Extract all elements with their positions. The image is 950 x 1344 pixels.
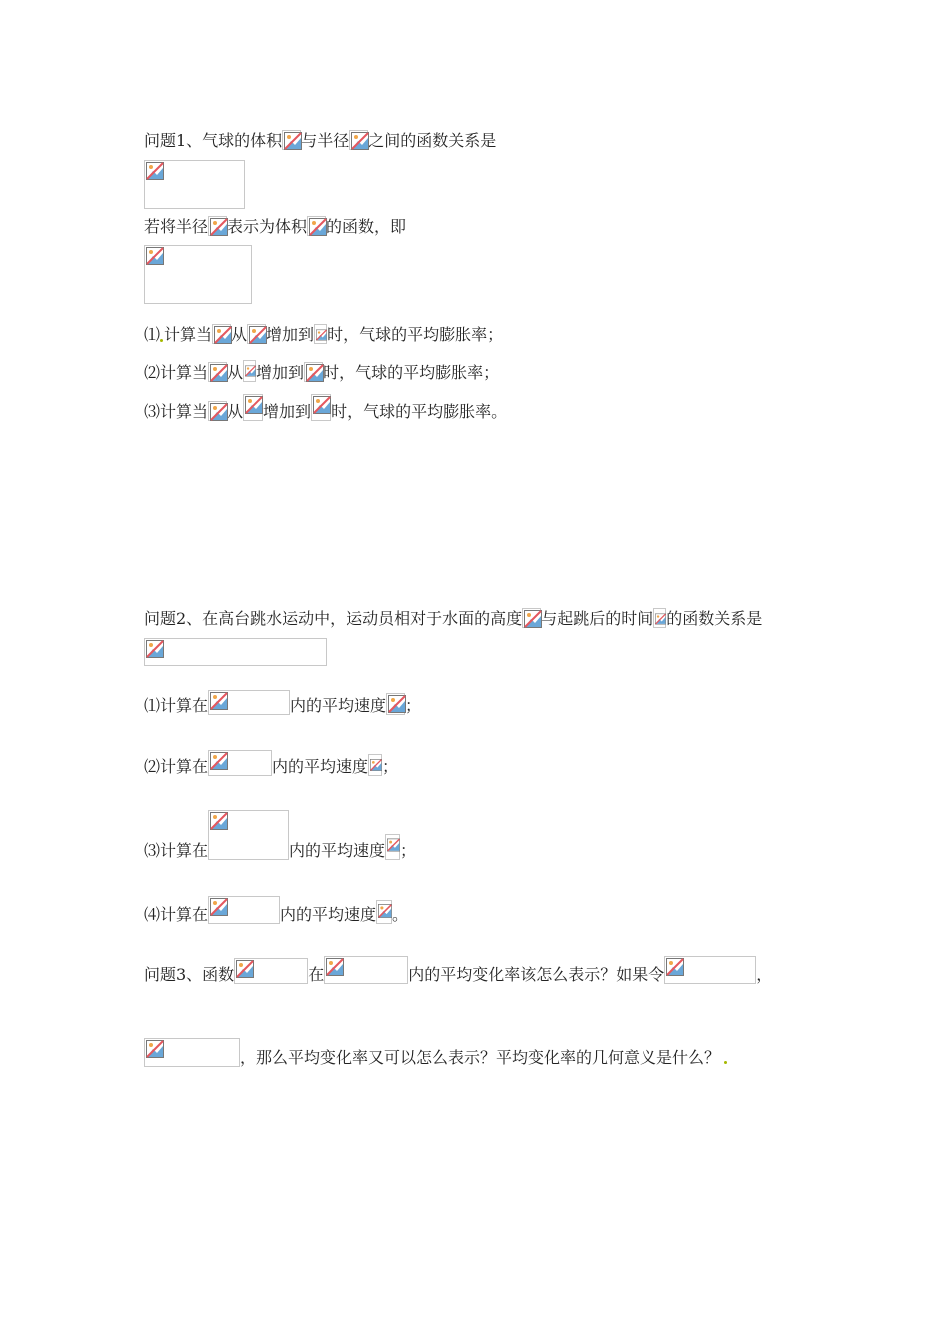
item-text: 计算在 <box>160 841 209 860</box>
formula-image-radius <box>144 245 252 304</box>
q2-item-2 <box>144 750 398 776</box>
item-text: 内的平均速度 <box>290 696 387 715</box>
q1-inverse-text-a: 若将半径 <box>144 217 209 236</box>
item-text: 从 <box>227 402 244 421</box>
q1-intro-text-b: 与半径 <box>301 131 350 150</box>
q2-item-4 <box>144 896 408 924</box>
formula-image-volume <box>144 160 245 209</box>
broken-image-icon <box>386 693 405 715</box>
item-text: 计算当 <box>164 325 213 344</box>
interval-image <box>324 956 408 984</box>
item-number: ⑵ <box>144 757 161 776</box>
item-text: 计算当 <box>160 363 209 382</box>
q3-text-c: 内的平均变化率该怎么表示？如果令 <box>408 965 665 984</box>
broken-image-icon <box>208 362 227 382</box>
q3-line-1 <box>144 956 772 984</box>
broken-image-icon <box>385 834 400 860</box>
marker-dot <box>724 1061 727 1064</box>
broken-image-icon <box>247 324 266 344</box>
item-text: 内的平均速度 <box>272 757 369 776</box>
q2-intro-text-b: 与起跳后的时间 <box>541 609 654 628</box>
broken-image-icon <box>307 216 326 236</box>
q2-item-3 <box>144 810 416 860</box>
q1-inverse-text-c: 的函数，即 <box>326 217 407 236</box>
item-text: 从 <box>231 325 248 344</box>
interval-image <box>208 896 280 924</box>
broken-image-icon <box>212 324 231 344</box>
delta-y-image <box>144 1038 240 1067</box>
broken-image-icon <box>653 608 666 628</box>
function-image <box>234 958 308 984</box>
q1-intro-text-a: 问题1、气球的体积 <box>144 131 283 150</box>
broken-image-icon <box>208 401 227 421</box>
broken-image-icon <box>282 130 301 150</box>
q3-text-a: 问题3、函数 <box>144 965 235 984</box>
item-text: 计算当 <box>160 402 209 421</box>
q1-item-2 <box>144 360 499 382</box>
item-text: ； <box>382 757 399 776</box>
interval-image <box>208 690 290 715</box>
broken-image-icon <box>311 394 331 421</box>
item-text: 从 <box>227 363 244 382</box>
item-number: ⑵ <box>144 363 161 382</box>
q3-line-2 <box>144 1038 727 1067</box>
q1-item-1 <box>144 324 503 344</box>
q1-item-3 <box>144 394 507 421</box>
item-number: ⑶ <box>144 402 161 421</box>
delta-x-image <box>664 956 756 984</box>
item-text: 增加到 <box>266 325 315 344</box>
item-text: 时，气球的平均膨胀率； <box>323 363 500 382</box>
item-text: 计算在 <box>160 696 209 715</box>
item-text: 内的平均速度 <box>289 841 386 860</box>
q3-text-e: ，那么平均变化率又可以怎么表示？平均变化率的几何意义是什么？ <box>240 1048 721 1067</box>
q3-text-d: ， <box>756 965 773 984</box>
item-number: ⑴ <box>144 696 161 715</box>
item-text: 时，气球的平均膨胀率。 <box>331 402 508 421</box>
item-text: ； <box>400 841 417 860</box>
item-text: 内的平均速度 <box>280 905 377 924</box>
item-text: ； <box>405 696 422 715</box>
item-text: 时，气球的平均膨胀率； <box>327 325 504 344</box>
item-number: ⑴ <box>144 325 161 344</box>
q2-intro-text-a: 问题2、在高台跳水运动中，运动员相对于水面的高度 <box>144 609 523 628</box>
q1-inverse-text-b: 表示为体积 <box>227 217 308 236</box>
q3-text-b: 在 <box>308 965 325 984</box>
item-text: 增加到 <box>256 363 305 382</box>
q2-intro-text-c: 的函数关系是 <box>666 609 763 628</box>
formula-image-height <box>144 638 327 666</box>
interval-image <box>208 750 272 776</box>
marker-dot <box>160 339 163 342</box>
broken-image-icon <box>368 754 382 776</box>
interval-image <box>208 810 289 860</box>
item-text: 计算在 <box>160 757 209 776</box>
broken-image-icon <box>243 360 256 382</box>
broken-image-icon <box>304 362 323 382</box>
item-text: 增加到 <box>263 402 312 421</box>
item-number: ⑶ <box>144 841 161 860</box>
item-text: 。 <box>392 905 409 924</box>
q1-intro-line <box>144 130 496 150</box>
q1-inverse-line <box>144 216 406 236</box>
item-number: ⑷ <box>144 905 161 924</box>
broken-image-icon <box>376 900 392 924</box>
q2-item-1 <box>144 690 421 715</box>
broken-image-icon <box>314 324 327 344</box>
broken-image-icon <box>208 216 227 236</box>
item-text: 计算在 <box>160 905 209 924</box>
broken-image-icon <box>243 394 263 421</box>
broken-image-icon <box>349 130 368 150</box>
q2-intro-line <box>144 608 762 628</box>
broken-image-icon <box>522 608 541 628</box>
q1-intro-text-c: 之间的函数关系是 <box>368 131 497 150</box>
